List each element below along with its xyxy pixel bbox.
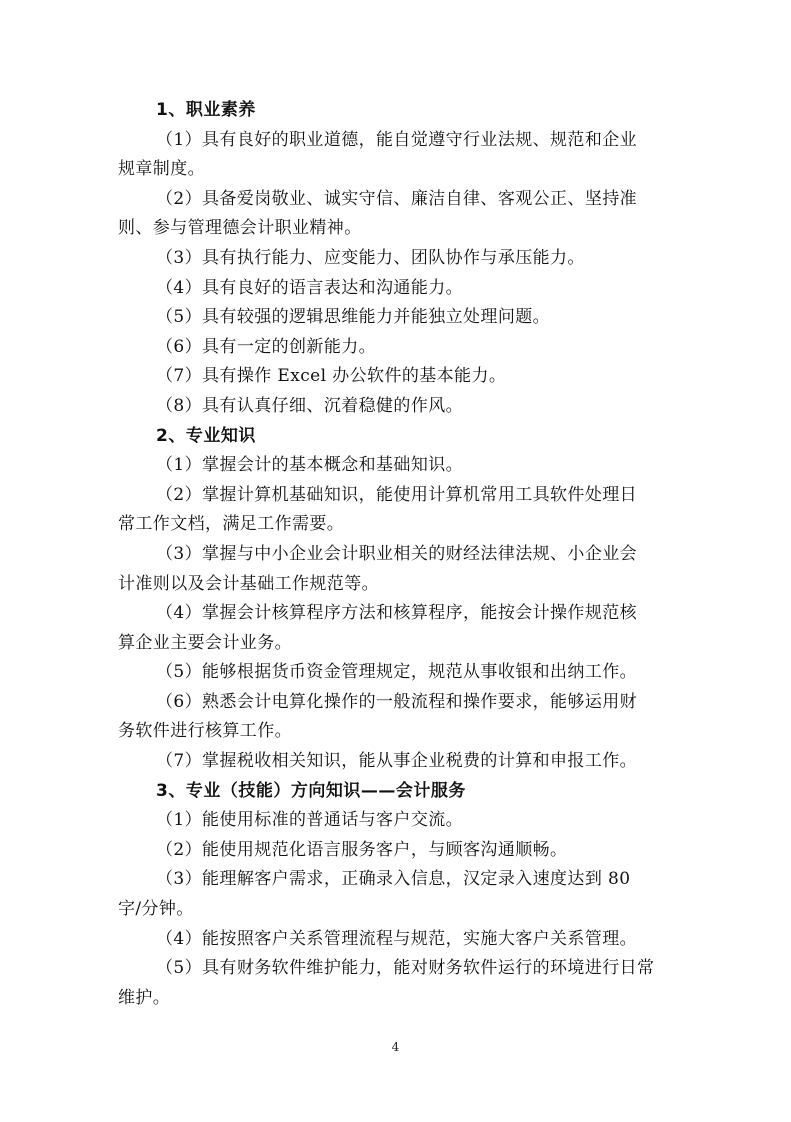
list-item-text: （3）掌握与中小企业会计职业相关的财经法律法规、小企业会 — [156, 543, 638, 564]
list-item-text: （1）掌握会计的基本概念和基础知识。 — [156, 455, 464, 476]
list-item-text: （5）具有财务软件维护能力，能对财务软件运行的环境进行日常 — [156, 958, 655, 979]
list-item-text: （2）具备爱岗敬业、诚实守信、廉洁自律、客观公正、坚持准 — [156, 188, 638, 209]
list-item — [118, 836, 674, 866]
list-item-continuation: 计准则以及会计基础工作规范等。 — [118, 573, 379, 594]
page-number: 4 — [391, 1040, 400, 1054]
list-item-text: （4）掌握会计核算程序方法和核算程序，能按会计操作规范核 — [156, 603, 638, 624]
list-item — [118, 185, 674, 244]
list-item-continuation: 务软件进行核算工作。 — [118, 721, 292, 742]
list-item — [118, 333, 674, 363]
list-item-text: （5）具有较强的逻辑思维能力并能独立处理问题。 — [156, 307, 551, 328]
document-body — [118, 96, 674, 1013]
list-item-text: （4）能按照客户关系管理流程与规范，实施大客户关系管理。 — [156, 928, 638, 949]
list-item-text: （3）能理解客户需求，正确录入信息，汉定录入速度达到 80 — [156, 869, 631, 890]
list-item-text: （2）能使用规范化语言服务客户，与顾客沟通顺畅。 — [156, 839, 568, 860]
list-item-text: （6）具有一定的创新能力。 — [156, 336, 377, 357]
list-item — [118, 362, 674, 392]
list-item — [118, 599, 674, 658]
list-item-continuation: 维护。 — [118, 987, 171, 1008]
list-item-text: （2）掌握计算机基础知识，能使用计算机常用工具软件处理日 — [156, 484, 638, 505]
list-item-text: （8）具有认真仔细、沉着稳健的作风。 — [156, 395, 464, 416]
list-item — [118, 126, 674, 185]
list-item — [118, 658, 674, 688]
list-item-continuation: 字/分钟。 — [118, 899, 194, 920]
list-item — [118, 747, 674, 777]
list-item — [118, 481, 674, 540]
section-heading: 2、专业知识 — [156, 425, 256, 446]
list-item-text: （7）具有操作 Excel 办公软件的基本能力。 — [156, 366, 507, 387]
list-item-continuation: 算企业主要会计业务。 — [118, 632, 292, 653]
list-item — [118, 451, 674, 481]
list-item-text: （7）掌握税收相关知识，能从事企业税费的计算和申报工作。 — [156, 751, 638, 772]
list-item — [118, 303, 674, 333]
list-item — [118, 392, 674, 422]
section-heading: 1、职业素养 — [156, 100, 256, 120]
list-item-continuation: 常工作文档，满足工作需要。 — [118, 514, 345, 535]
list-item — [118, 274, 674, 304]
list-item-text: （4）具有良好的语言表达和沟通能力。 — [156, 277, 464, 298]
list-item — [118, 925, 674, 955]
list-item — [118, 806, 674, 836]
list-item-text: （6）熟悉会计电算化操作的一般流程和操作要求，能够运用财 — [156, 691, 638, 712]
list-item-continuation: 则、参与管理德会计职业精神。 — [118, 218, 362, 239]
list-item-text: （1）具有良好的职业道德，能自觉遵守行业法规、规范和企业 — [156, 129, 638, 150]
section-heading: 3、专业（技能）方向知识——会计服务 — [156, 780, 466, 801]
list-item — [118, 865, 674, 924]
list-item-text: （1）能使用标准的普通话与客户交流。 — [156, 810, 464, 831]
list-item-text: （5）能够根据货币资金管理规定，规范从事收银和出纳工作。 — [156, 662, 638, 683]
list-item — [118, 540, 674, 599]
list-item — [118, 244, 674, 274]
list-item-text: （3）具有执行能力、应变能力、团队协作与承压能力。 — [156, 247, 585, 268]
list-item-continuation: 规章制度。 — [118, 159, 205, 180]
list-item — [118, 954, 674, 1013]
list-item — [118, 688, 674, 747]
